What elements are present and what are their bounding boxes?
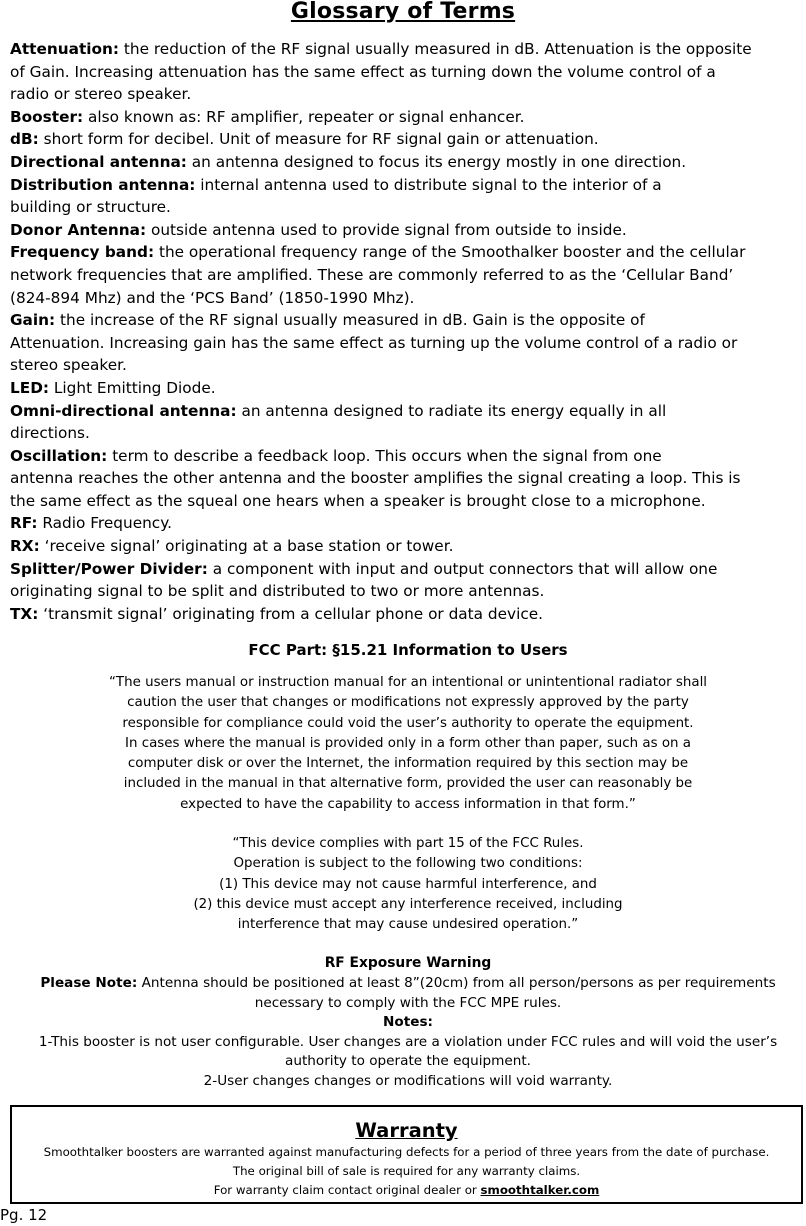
glossary-definition: antenna reaches the other antenna and the booster amplifies the signal creating a loop. This is: [10, 469, 741, 488]
quote-line: (1) This device may not cause harmful interference, and: [219, 876, 597, 892]
quote-line: “This device complies with part 15 of the FCC Rules.: [232, 836, 584, 851]
glossary-entry: [10, 603, 802, 626]
fcc-quote-compliance: [0, 834, 806, 935]
glossary-definition: ‘transmit signal’ originating from a cellular phone or data device.: [43, 604, 544, 623]
glossary-entry: [10, 219, 802, 242]
quote-line: responsible for compliance could void the user’s authority to operate the equipment.: [122, 715, 694, 731]
glossary-term: dB:: [10, 130, 39, 149]
glossary-entry: [10, 151, 802, 174]
glossary-definition: also known as: RF amplifier, repeater or signal enhancer.: [88, 107, 525, 126]
rf-note-label: Please Note:: [40, 975, 138, 991]
glossary-definition: (824-894 Mhz) and the ‘PCS Band’ (1850-1990 Mhz).: [10, 288, 415, 307]
warranty-box: [10, 1105, 803, 1204]
glossary-definition: short form for decibel. Unit of measure for RF signal gain or attenuation.: [43, 130, 599, 149]
glossary-entry: [10, 512, 802, 535]
glossary-term: Donor Antenna:: [10, 220, 147, 239]
warranty-line: The original bill of sale is required for any warranty claims.: [232, 1164, 581, 1178]
glossary-list: [10, 38, 802, 625]
quote-line: Operation is subject to the following two conditions:: [233, 856, 583, 872]
glossary-entry: [10, 241, 802, 309]
glossary-entry: [10, 377, 802, 400]
glossary-term: RF:: [10, 514, 38, 533]
note-item: 2-User changes changes or modifications will void warranty.: [203, 1072, 613, 1089]
glossary-entry: [10, 174, 802, 219]
quote-line: expected to have the capability to access information in that form.”: [180, 796, 636, 812]
glossary-definition: originating signal to be split and distributed to two or more antennas.: [10, 582, 545, 601]
glossary-definition: an antenna designed to focus its energy mostly in one direction.: [191, 152, 687, 171]
notes-label-text: Notes:: [383, 1014, 433, 1030]
glossary-definition: the same effect as the squeal one hears when a speaker is brought close to a microphone.: [10, 491, 706, 510]
glossary-definition: directions.: [10, 424, 90, 443]
rf-exposure-notes: [12, 974, 804, 1091]
glossary-term: Frequency band:: [10, 243, 155, 262]
glossary-definition: a component with input and output connectors that will allow one: [212, 559, 718, 578]
glossary-definition: of Gain. Increasing attenuation has the same effect as turning down the volume control of a: [10, 62, 716, 81]
quote-line: computer disk or over the Internet, the information required by this section may be: [127, 756, 689, 772]
glossary-definition: the operational frequency range of the Smoothalker booster and the cellular: [158, 243, 746, 262]
warranty-title: Warranty: [355, 1119, 458, 1142]
glossary-term: Omni-directional antenna:: [10, 401, 237, 420]
glossary-definition: Light Emitting Diode.: [53, 378, 216, 397]
quote-line: caution the user that changes or modifications not expressly approved by the party: [127, 695, 689, 711]
glossary-entry: [10, 535, 802, 558]
glossary-term: Booster:: [10, 107, 84, 126]
glossary-entry: [10, 400, 802, 445]
glossary-term: Directional antenna:: [10, 152, 187, 171]
warranty-contact-text: For warranty claim contact original dealer or: [213, 1183, 477, 1197]
glossary-definition: ‘receive signal’ originating at a base station or tower.: [44, 537, 454, 556]
glossary-definition: an antenna designed to radiate its energy equally in all: [241, 401, 667, 420]
rf-exposure-title: RF Exposure Warning: [324, 955, 492, 971]
glossary-definition: network frequencies that are amplified. These are commonly referred to as the ‘Cellular Band’: [10, 265, 734, 284]
glossary-term: LED:: [10, 378, 50, 397]
smoothtalker-link[interactable]: smoothtalker.com: [480, 1183, 600, 1197]
glossary-term: Attenuation:: [10, 40, 120, 58]
page-title: Glossary of Terms: [290, 0, 516, 24]
warranty-line: Smoothtalker boosters are warranted against manufacturing defects for a period of three years from the date of purchase.: [43, 1145, 770, 1159]
quote-line: In cases where the manual is provided only in a form other than paper, such as on a: [125, 735, 691, 751]
glossary-term: RX:: [10, 537, 40, 556]
warranty-contact: [12, 1181, 801, 1200]
notes-label: [12, 1013, 804, 1033]
fcc-quote-users: [0, 673, 806, 815]
rf-note-text: necessary to comply with the FCC MPE rules.: [254, 994, 562, 1011]
glossary-term: TX:: [10, 604, 39, 623]
quote-line: (2) this device must accept any interference received, including: [193, 896, 623, 912]
quote-line: included in the manual in that alternative form, provided the user can reasonably be: [123, 776, 693, 792]
glossary-definition: term to describe a feedback loop. This occurs when the signal from one: [112, 446, 662, 465]
glossary-entry: [10, 106, 802, 129]
glossary-entry: [10, 558, 802, 603]
glossary-entry: [10, 445, 802, 513]
rf-note-text: Antenna should be positioned at least 8”(20cm) from all person/persons as per requirements: [141, 975, 776, 991]
glossary-definition: Attenuation. Increasing gain has the same effect as turning up the volume control of a radio or: [10, 333, 738, 352]
glossary-term: Distribution antenna:: [10, 175, 196, 194]
glossary-definition: building or structure.: [10, 198, 171, 217]
glossary-definition: internal antenna used to distribute signal to the interior of a: [200, 175, 662, 194]
glossary-term: Splitter/Power Divider:: [10, 559, 208, 578]
glossary-term: Gain:: [10, 311, 56, 330]
note-item: 1-This booster is not user configurable. User changes are a violation under FCC rules and will void the user’s: [38, 1033, 778, 1050]
glossary-entry: [10, 309, 802, 377]
quote-line: interference that may cause undesired operation.”: [237, 917, 579, 933]
glossary-definition: stereo speaker.: [10, 356, 127, 375]
glossary-definition: outside antenna used to provide signal from outside to inside.: [151, 220, 627, 239]
glossary-definition: Radio Frequency.: [42, 514, 172, 533]
glossary-entry: [10, 38, 802, 106]
rf-note: [12, 974, 804, 994]
glossary-entry: [10, 128, 802, 151]
note-item: authority to operate the equipment.: [285, 1053, 531, 1069]
glossary-definition: the increase of the RF signal usually measured in dB. Gain is the opposite of: [60, 311, 645, 330]
glossary-definition: the reduction of the RF signal usually measured in dB. Attenuation is the opposite: [123, 40, 752, 58]
quote-line: “The users manual or instruction manual for an intentional or unintentional radiator shall: [108, 675, 708, 690]
page-number: Pg. 12: [0, 1206, 48, 1224]
glossary-definition: radio or stereo speaker.: [10, 85, 192, 104]
glossary-term: Oscillation:: [10, 446, 108, 465]
fcc-heading: FCC Part: §15.21 Information to Users: [248, 641, 568, 659]
